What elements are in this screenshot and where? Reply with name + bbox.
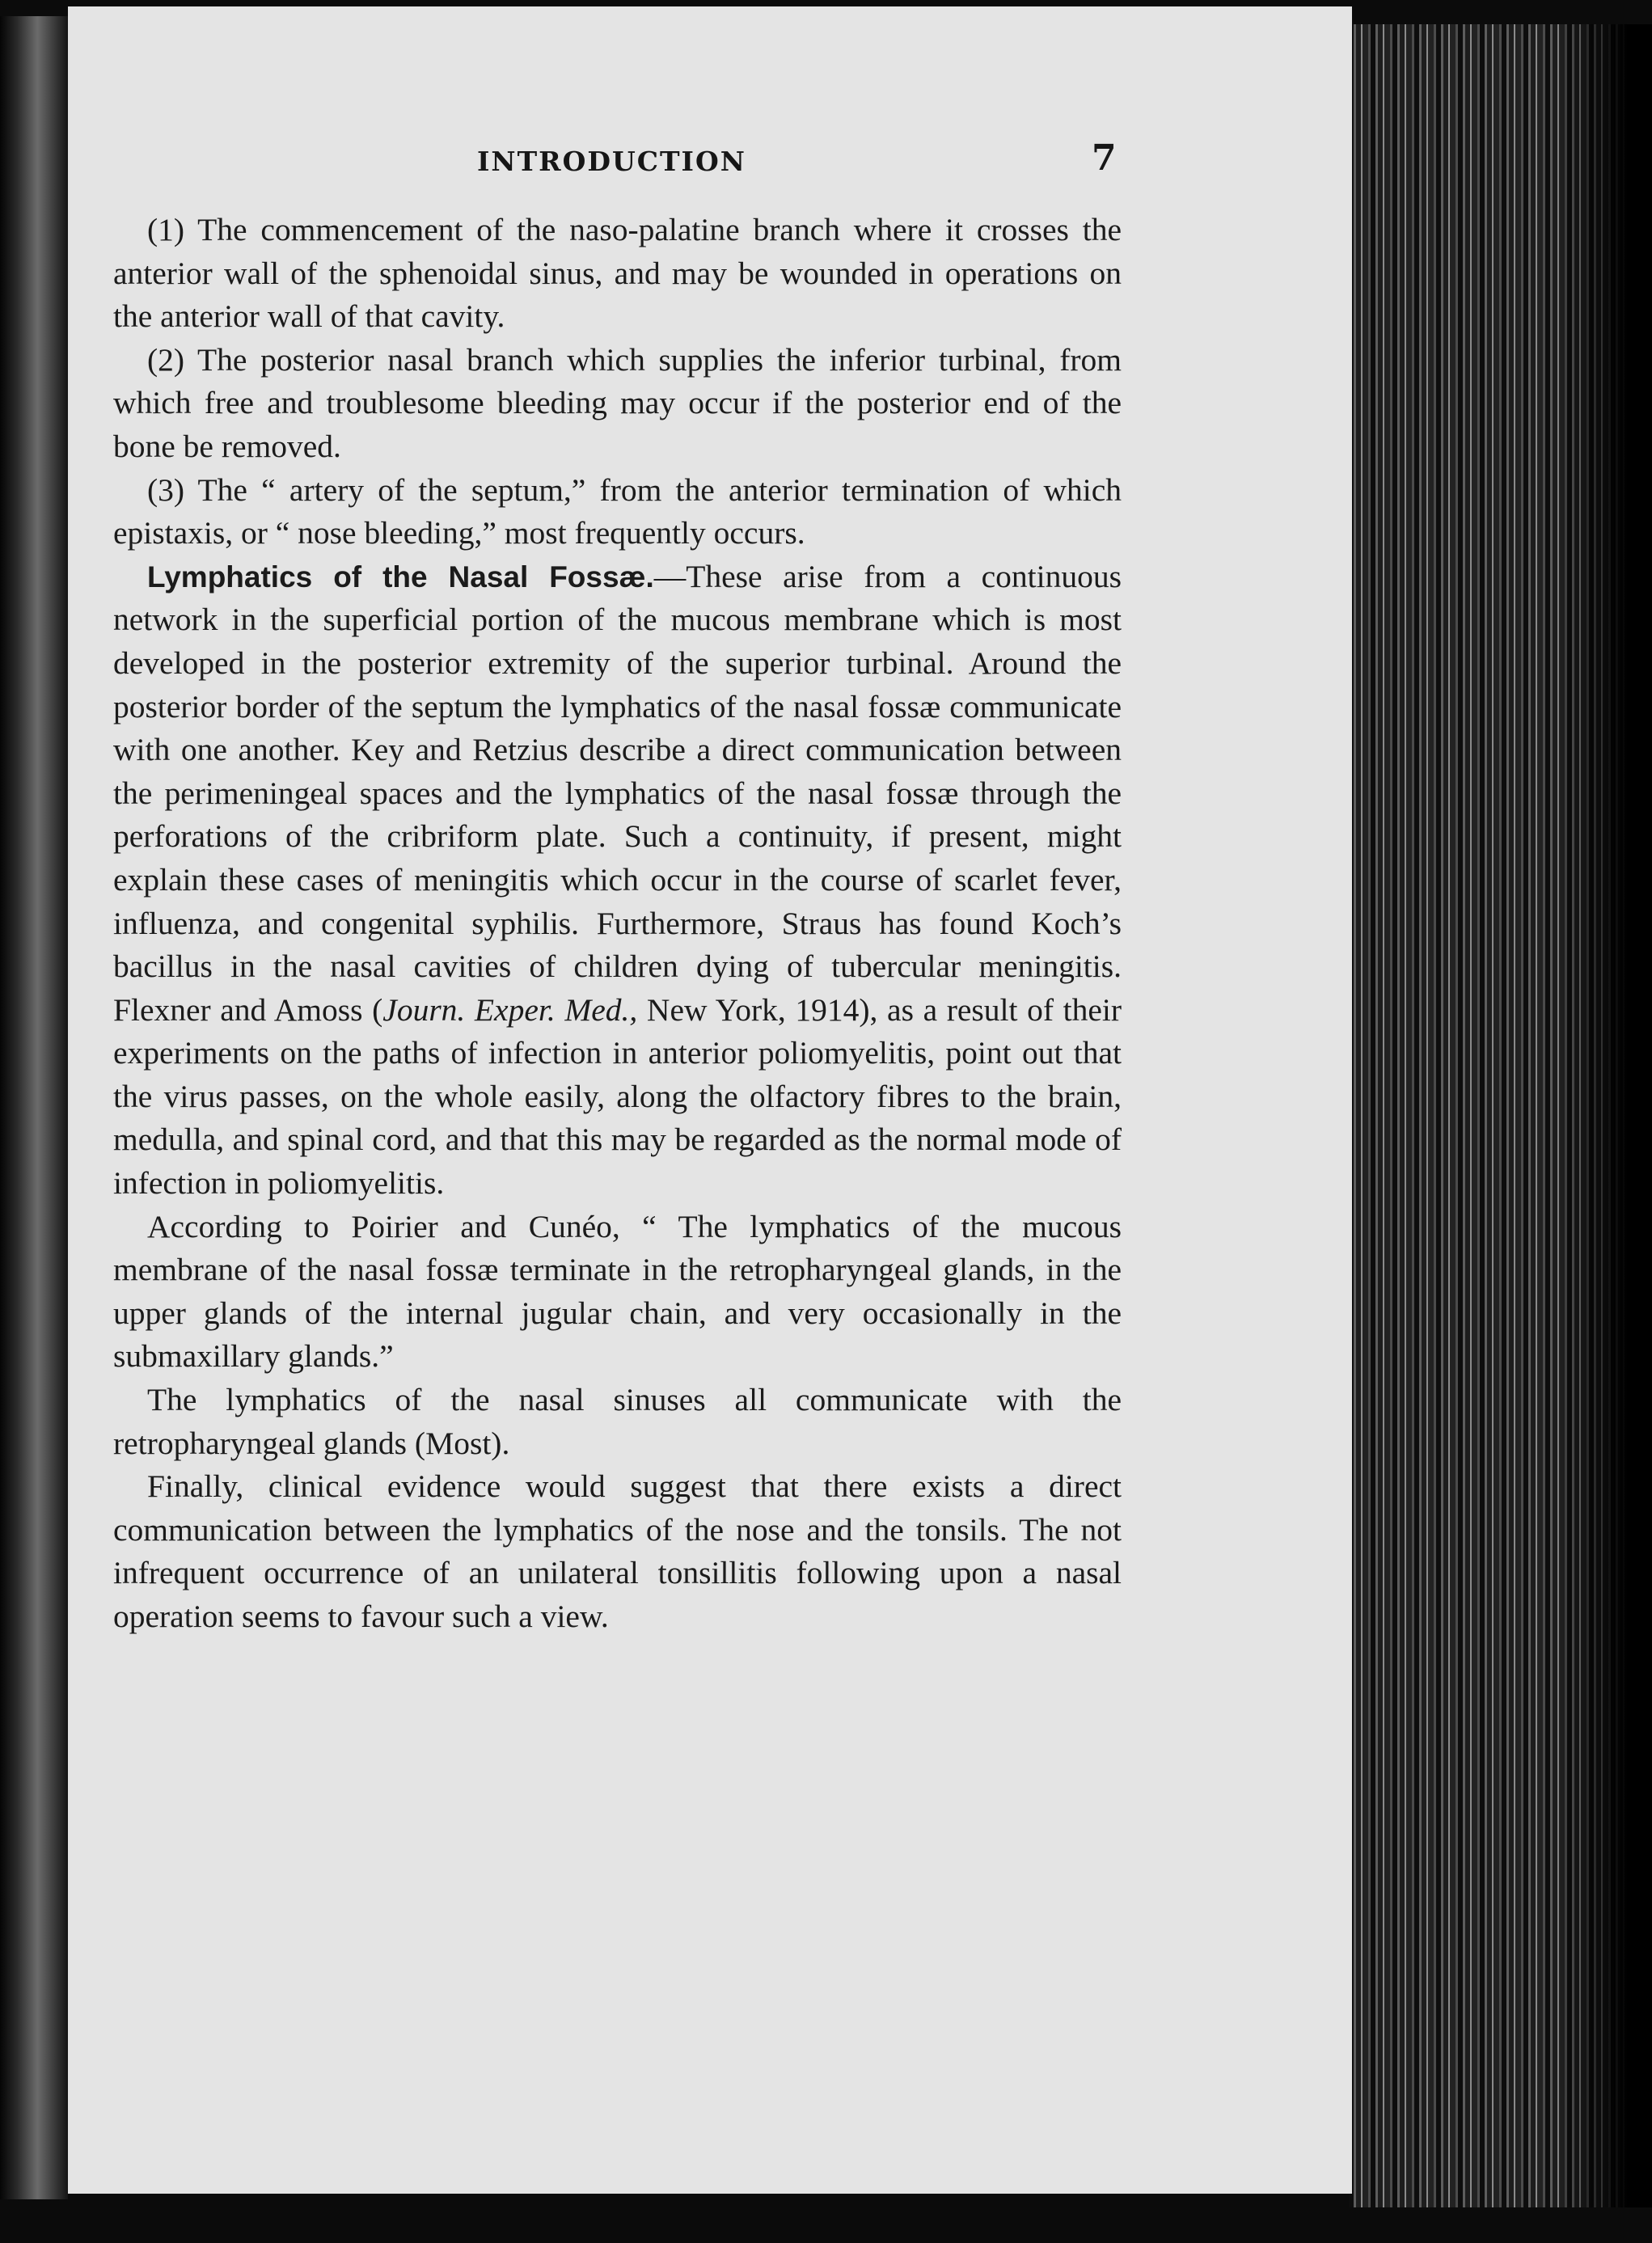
paragraph-poirier-cuneo-quote: According to Poirier and Cunéo, “ The lymphatics of the mucous membrane of the nasal fossæ terminate in the retropharyngeal glands, in the upper glands of the internal jugular chain, and very occasionally in the submaxillary glands.” (113, 1208, 1122, 1375)
paragraph-posterior-nasal-branch: (2) The posterior nasal branch which supplies the inferior turbinal, from which free and troublesome bleeding may occur if the posterior end of the bone be removed. (113, 341, 1122, 464)
lymphatics-text-part-2: New York, 1914), as a result of their experiments on the paths of infection in anterior poliomyelitis, point out that the virus passes, on the whole easily, along the olfactory fibres to the brain, medulla, and spinal cord, and that this may be regarded as the normal mode of infection in poliomyelitis. (113, 991, 1122, 1202)
lymphatics-text-part-1: —These arise from a continuous network in the superficial portion of the mucous membrane which is most developed in the posterior extremity of the superior turbinal. Around the posterior border of the septum the lymphatics of the nasal fossæ communicate with one another. Key and Retzius describe a direct communication between the perimeningeal spaces and the lymphatics of the nasal fossæ through the perforations of the cribriform plate. Such a continuity, if present, might explain these cases of meningitis which occur in the course of scarlet fever, influenza, and congenital syphilis. Furthermore, Straus has found Koch’s bacillus in the nasal cavities of children dying of tubercular meningitis. Flexner and Amoss ( (113, 558, 1122, 1028)
section-heading: Lymphatics of the Nasal Fossæ. (147, 560, 654, 593)
book-binding-edge (0, 16, 68, 2199)
running-title: INTRODUCTION (477, 146, 746, 177)
page-number: 7 (1092, 137, 1117, 179)
body-text (113, 209, 1122, 1639)
paragraph-nasopalatine-branch: (1) The commencement of the naso-palatine branch where it crosses the anterior wall of the sphenoidal sinus, and may be wounded in operations on the anterior wall of that cavity. (113, 212, 1122, 335)
paragraph-lymphatics (113, 555, 1122, 1206)
page-stack-edges (1349, 24, 1652, 2207)
paragraph-tonsils: Finally, clinical evidence would suggest that there exists a direct communication between the lymphatics of the nose and the tonsils. The not infrequent occurrence of an unilateral tonsillitis following upon a nasal operation seems to favour such a view. (113, 1468, 1122, 1634)
journal-citation: Journ. Exper. Med., (382, 991, 638, 1028)
paragraph-artery-of-septum: (3) The “ artery of the septum,” from the anterior termination of which epistaxis, or “ nose bleeding,” most frequently occurs. (113, 471, 1122, 551)
paragraph-sinus-lymphatics: The lymphatics of the nasal sinuses all communicate with the retropharyngeal glands (Most). (113, 1382, 1122, 1461)
